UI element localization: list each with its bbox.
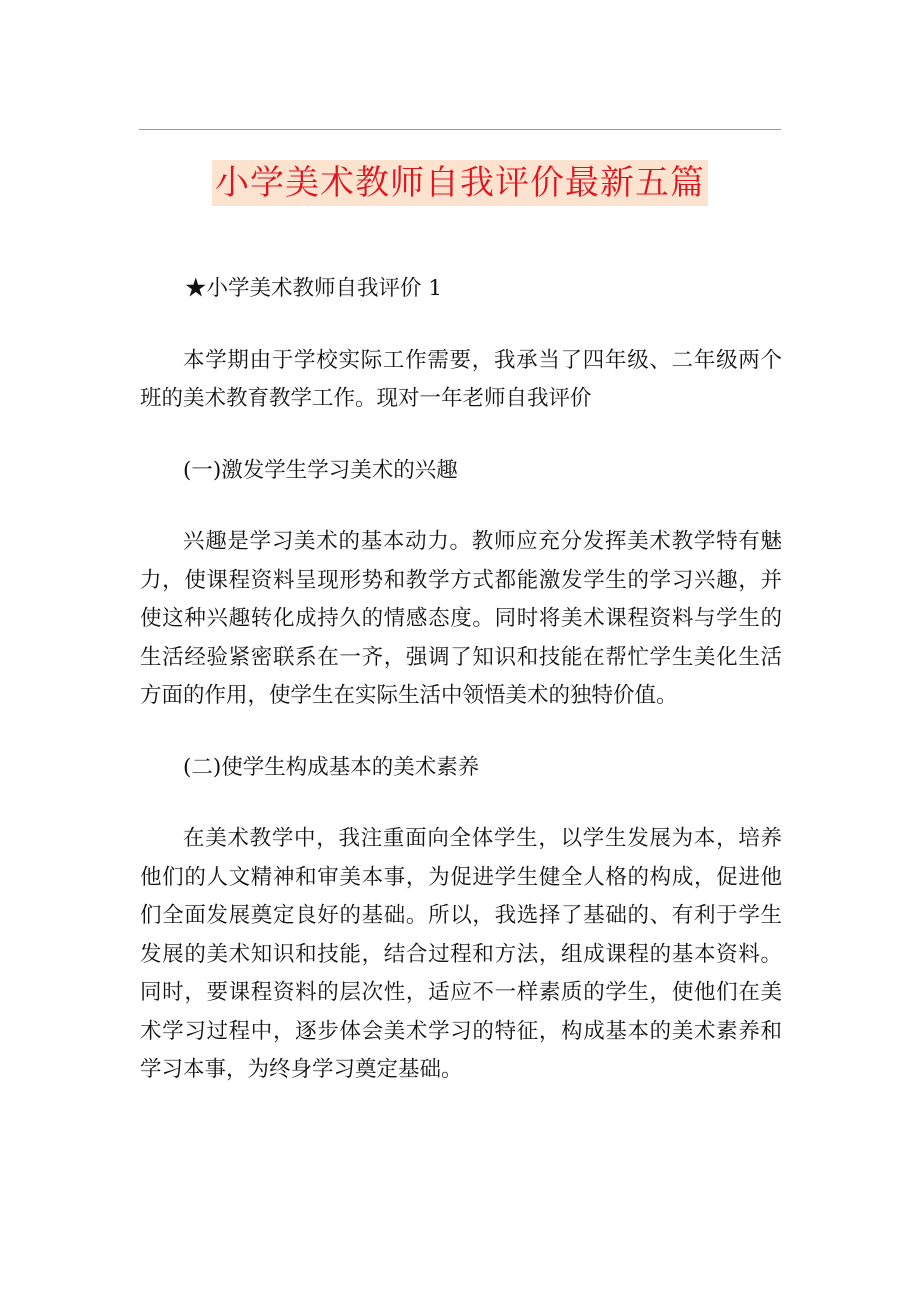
- document-body: [140, 270, 782, 1090]
- header-rule: [139, 129, 781, 130]
- paragraph-literacy: 在美术教学中，我注重面向全体学生，以学生发展为本，培养他们的人文精神和审美本事，为促进学生健全人格的构成，促进他们全面发展奠定良好的基础。所以，我选择了基础的、有利于学生发展的美术知识和技能，结合过程和方法，组成课程的基本资料。同时，要课程资料的层次性，适应不一样素质的学生，使他们在美术学习过程中，逐步体会美术学习的特征，构成基本的美术素养和学习本事，为终身学习奠定基础。: [140, 826, 782, 1082]
- paragraph-interest: 兴趣是学习美术的基本动力。教师应充分发挥美术教学特有魅力，使课程资料呈现形势和教学方式都能激发学生的学习兴趣，并使这种兴趣转化成持久的情感态度。同时将美术课程资料与学生的生活经验紧密联系在一齐，强调了知识和技能在帮忙学生美化生活方面的作用，使学生在实际生活中领悟美术的独特价值。: [140, 529, 782, 708]
- paragraph-intro: 本学期由于学校实际工作需要，我承当了四年级、二年级两个班的美术教育教学工作。现对一年老师自我评价: [140, 347, 782, 411]
- subheading-one: (一)激发学生学习美术的兴趣: [183, 457, 458, 483]
- subheading-two: (二)使学生构成基本的美术素养: [183, 754, 480, 780]
- title-container: [0, 160, 920, 206]
- section-heading: ★小学美术教师自我评价 1: [185, 276, 443, 301]
- document-title: 小学美术教师自我评价最新五篇: [212, 160, 708, 206]
